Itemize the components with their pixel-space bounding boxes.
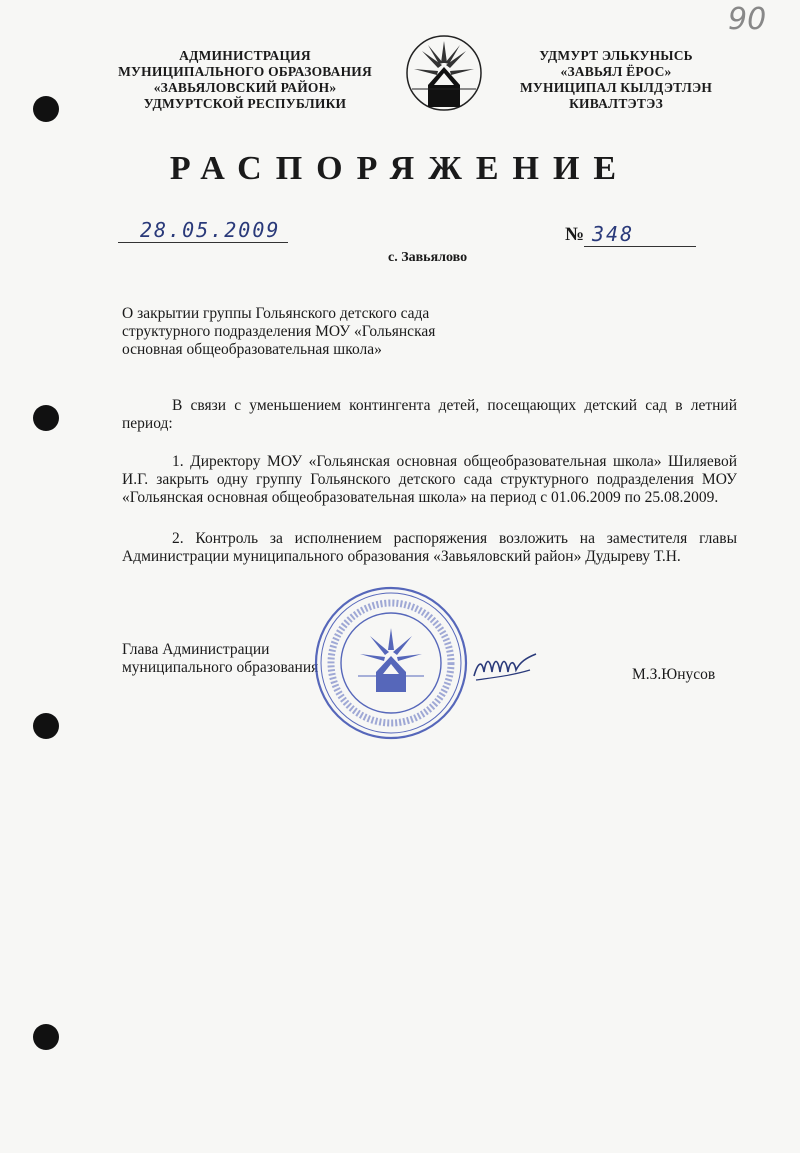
header-left-line: УДМУРТСКОЙ РЕСПУБЛИКИ xyxy=(143,96,347,111)
signatory-position-line: Глава Администрации xyxy=(122,641,270,658)
binder-hole xyxy=(33,713,59,739)
header-right-line: УДМУРТ ЭЛЬКУНЫСЬ xyxy=(539,48,693,63)
date-handwritten: 28.05.2009 xyxy=(140,218,281,242)
header-right-line: КИВАЛТЭТЭЗ xyxy=(569,96,663,111)
header-right xyxy=(500,48,732,112)
header-left-line: МУНИЦИПАЛЬНОГО ОБРАЗОВАНИЯ xyxy=(118,64,372,79)
order-item-1: 1. Директору МОУ «Гольянская основная общеобразовательная школа» Шиляевой И.Г. закрыть одну группу Гольянского детского сада структурного подразделения МОУ «Гольянская основная общеобразовательная школа» на период с 01.06.2009 по 25.08.2009. xyxy=(122,453,737,506)
binder-hole xyxy=(33,1024,59,1050)
header-right-line: «ЗАВЬЯЛ ЁРОС» xyxy=(560,64,672,79)
binder-hole xyxy=(33,96,59,122)
signatory-name: М.З.Юнусов xyxy=(632,666,716,683)
coat-of-arms-emblem xyxy=(404,33,484,113)
header-right-line: МУНИЦИПАЛ КЫЛДЭТЛЭН xyxy=(519,80,713,95)
number-field xyxy=(584,222,696,247)
signatory-position-line: муниципального образования xyxy=(122,659,319,676)
header-left-line: «ЗАВЬЯЛОВСКИЙ РАЙОН» xyxy=(153,80,337,95)
subject-line: О закрытии группы Гольянского детского сада xyxy=(122,305,430,322)
place: с. Завьялово xyxy=(388,250,468,265)
header-left-line: АДМИНИСТРАЦИЯ xyxy=(179,48,311,63)
number-handwritten: 348 xyxy=(592,222,635,246)
official-stamp xyxy=(312,584,470,742)
preamble: В связи с уменьшением контингента детей, посещающих детский сад в летний период: xyxy=(122,397,737,432)
header-left xyxy=(110,48,380,112)
subject-line: основная общеобразовательная школа» xyxy=(122,341,382,358)
subject-line: структурного подразделения МОУ «Гольянская xyxy=(122,323,436,340)
number-sign: № xyxy=(565,224,585,245)
handwritten-signature xyxy=(470,648,540,688)
binder-hole xyxy=(33,405,59,431)
page-number-handwritten: 90 xyxy=(728,2,767,37)
date-field xyxy=(118,218,288,243)
order-item-2: 2. Контроль за исполнением распоряжения возложить на заместителя главы Администрации муниципального образования «Завьяловский район» Дудыреву Т.Н. xyxy=(122,530,737,565)
subject xyxy=(122,305,482,359)
document-title: РАСПОРЯЖЕНИЕ xyxy=(169,150,631,187)
